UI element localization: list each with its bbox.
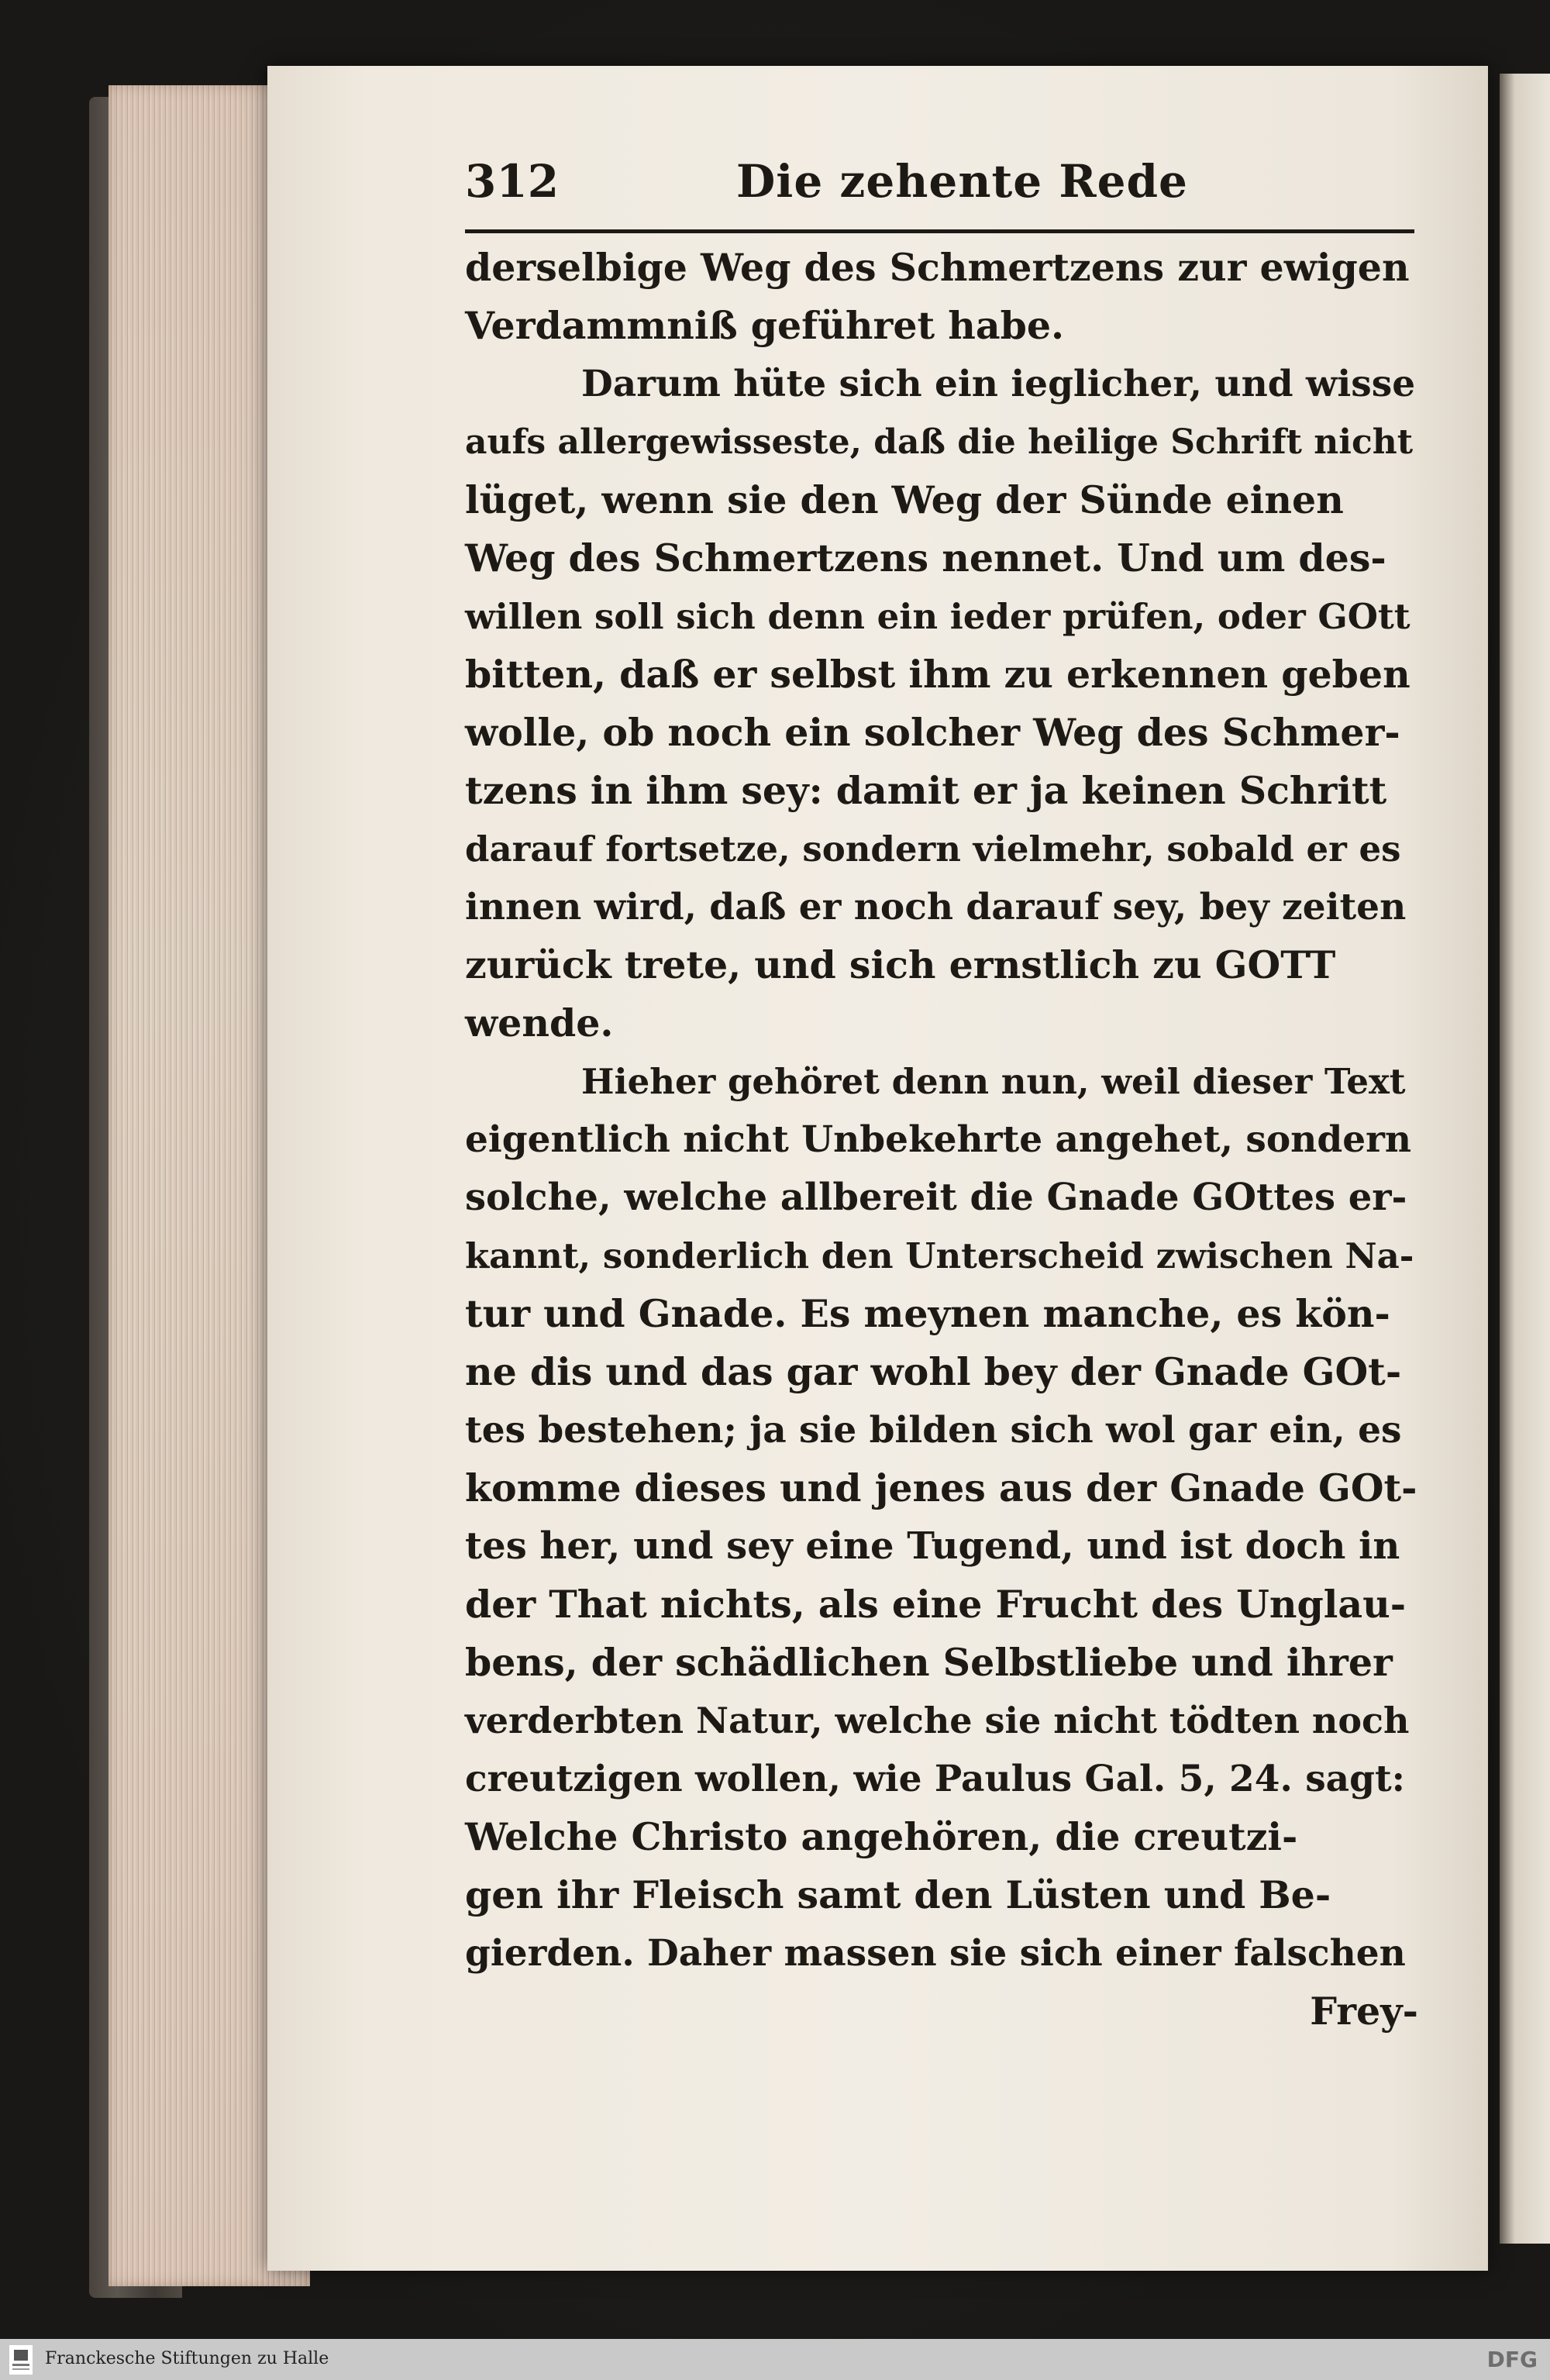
text-line: tzens in ihm sey: damit er ja keinen Schritt xyxy=(465,768,1387,813)
text-line: tes her, und sey eine Tugend, und ist doch in xyxy=(465,1524,1400,1568)
text-line: kannt, sonderlich den Unterscheid zwischen Na- xyxy=(465,1235,1414,1276)
text-line: wende. xyxy=(465,1001,614,1045)
text-line: verderbten Natur, welche sie nicht tödten noch xyxy=(465,1700,1410,1741)
running-head: Die zehente Rede xyxy=(736,155,1188,208)
catchword: Frey- xyxy=(1310,1989,1418,2034)
text-line: innen wird, daß er noch darauf sey, bey zeiten xyxy=(465,886,1407,928)
header-rule xyxy=(465,229,1414,233)
text-line: derselbige Weg des Schmertzens zur ewigen xyxy=(465,245,1410,290)
text-line: creutzigen wollen, wie Paulus Gal. 5, 24. sagt: xyxy=(465,1758,1406,1800)
body-text xyxy=(465,239,1418,2041)
text-line: Verdammniß geführet habe. xyxy=(465,303,1065,348)
text-line: bens, der schädlichen Selbstliebe und ihrer xyxy=(465,1640,1393,1685)
text-line: der That nichts, als eine Frucht des Unglau- xyxy=(465,1582,1407,1627)
text-line: darauf fortsetze, sondern vielmehr, sobald er es xyxy=(465,828,1401,870)
institution-logo-icon xyxy=(9,2345,33,2375)
page-number: 312 xyxy=(465,155,560,208)
text-line: Weg des Schmertzens nennet. Und um des- xyxy=(465,536,1386,580)
footer-bar xyxy=(0,2339,1550,2380)
text-line: bitten, daß er selbst ihm zu erkennen geben xyxy=(465,652,1410,697)
institution-name: Franckesche Stiftungen zu Halle xyxy=(45,2349,329,2368)
text-line: gierden. Daher massen sie sich einer falschen xyxy=(465,1932,1406,1975)
text-line: zurück trete, und sich ernstlich zu GOTT xyxy=(465,942,1336,987)
text-line: eigentlich nicht Unbekehrte angehet, sondern xyxy=(465,1118,1412,1161)
text-line: Welche Christo angehören, die creutzi- xyxy=(465,1814,1298,1859)
text-line: wolle, ob noch ein solcher Weg des Schmer- xyxy=(465,710,1400,755)
text-line: Darum hüte sich ein ieglicher, und wisse xyxy=(581,363,1416,405)
text-line: gen ihr Fleisch samt den Lüsten und Be- xyxy=(465,1872,1331,1917)
text-line: aufs allergewisseste, daß die heilige Schrift nicht xyxy=(465,422,1414,462)
text-line: tes bestehen; ja sie bilden sich wol gar ein, es xyxy=(465,1409,1402,1452)
text-line: Hieher gehöret denn nun, weil dieser Text xyxy=(581,1061,1406,1102)
text-line: tur und Gnade. Es meynen manche, es kön- xyxy=(465,1291,1390,1336)
dfg-badge: DFG xyxy=(1486,2347,1538,2372)
text-line: willen soll sich denn ein ieder prüfen, oder GOtt xyxy=(465,596,1410,637)
text-line: ne dis und das gar wohl bey der Gnade GOt- xyxy=(465,1349,1402,1394)
text-line: solche, welche allbereit die Gnade GOttes er- xyxy=(465,1176,1407,1219)
page-text xyxy=(465,155,1418,2034)
text-line: komme dieses und jenes aus der Gnade GOt- xyxy=(465,1466,1417,1510)
facing-page xyxy=(1500,74,1550,2244)
page-header xyxy=(465,155,1418,225)
text-line: lüget, wenn sie den Weg der Sünde einen xyxy=(465,477,1344,522)
